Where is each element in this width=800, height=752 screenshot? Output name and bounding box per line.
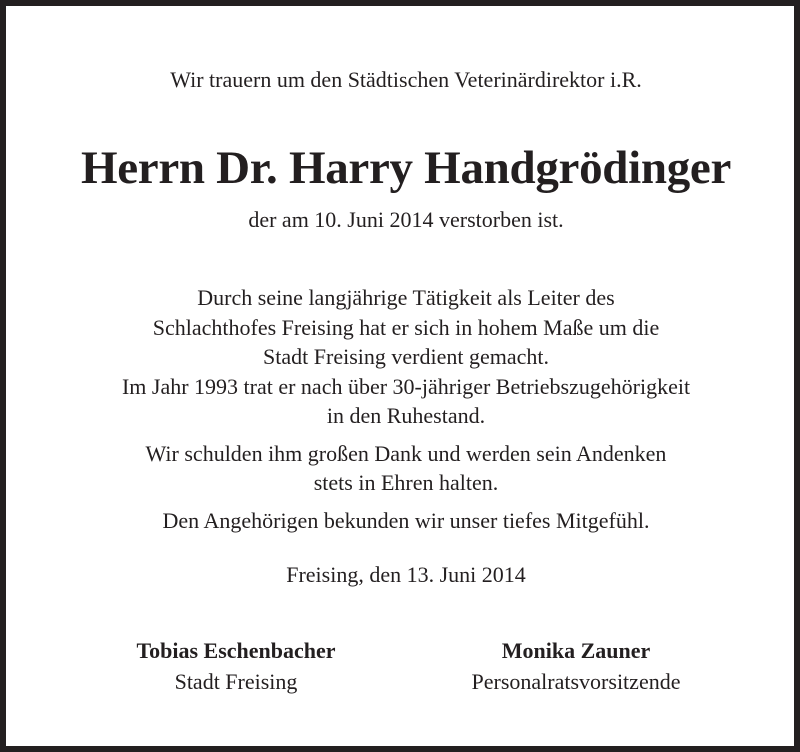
body-line: in den Ruhestand. bbox=[326, 403, 486, 428]
notice-body bbox=[6, 283, 800, 535]
signatory-left bbox=[76, 635, 396, 697]
place-date-line: Freising, den 13. Juni 2014 bbox=[286, 562, 526, 587]
deceased-name: Herrn Dr. Harry Handgrödinger bbox=[80, 142, 732, 194]
death-date-line: der am 10. Juni 2014 verstorben ist. bbox=[248, 207, 564, 232]
paragraph-condolences bbox=[6, 506, 800, 536]
body-line: Wir schulden ihm großen Dank und werden sein Andenken bbox=[145, 440, 667, 466]
body-line: stets in Ehren halten. bbox=[313, 470, 499, 495]
paragraph-service bbox=[6, 283, 800, 431]
body-line: Im Jahr 1993 trat er nach über 30-jähriger Betriebszugehörigkeit bbox=[121, 373, 691, 399]
signatory-role: Stadt Freising bbox=[174, 669, 298, 694]
body-line: Stadt Freising verdient gemacht. bbox=[263, 344, 549, 369]
signatory-role: Personalratsvorsitzende bbox=[471, 669, 681, 694]
paragraph-gratitude bbox=[6, 439, 800, 498]
intro-line: Wir trauern um den Städtischen Veterinärdirektor i.R. bbox=[170, 67, 642, 92]
signatory-name: Monika Zauner bbox=[501, 638, 651, 663]
body-line: Durch seine langjährige Tätigkeit als Leiter des bbox=[197, 285, 615, 310]
body-line: Den Angehörigen bekunden wir unser tiefes Mitgefühl. bbox=[162, 507, 650, 533]
body-line: Schlachthofes Freising hat er sich in hohem Maße um die bbox=[152, 314, 660, 340]
signatory-name: Tobias Eschenbacher bbox=[136, 638, 336, 663]
signatory-right bbox=[416, 635, 736, 697]
